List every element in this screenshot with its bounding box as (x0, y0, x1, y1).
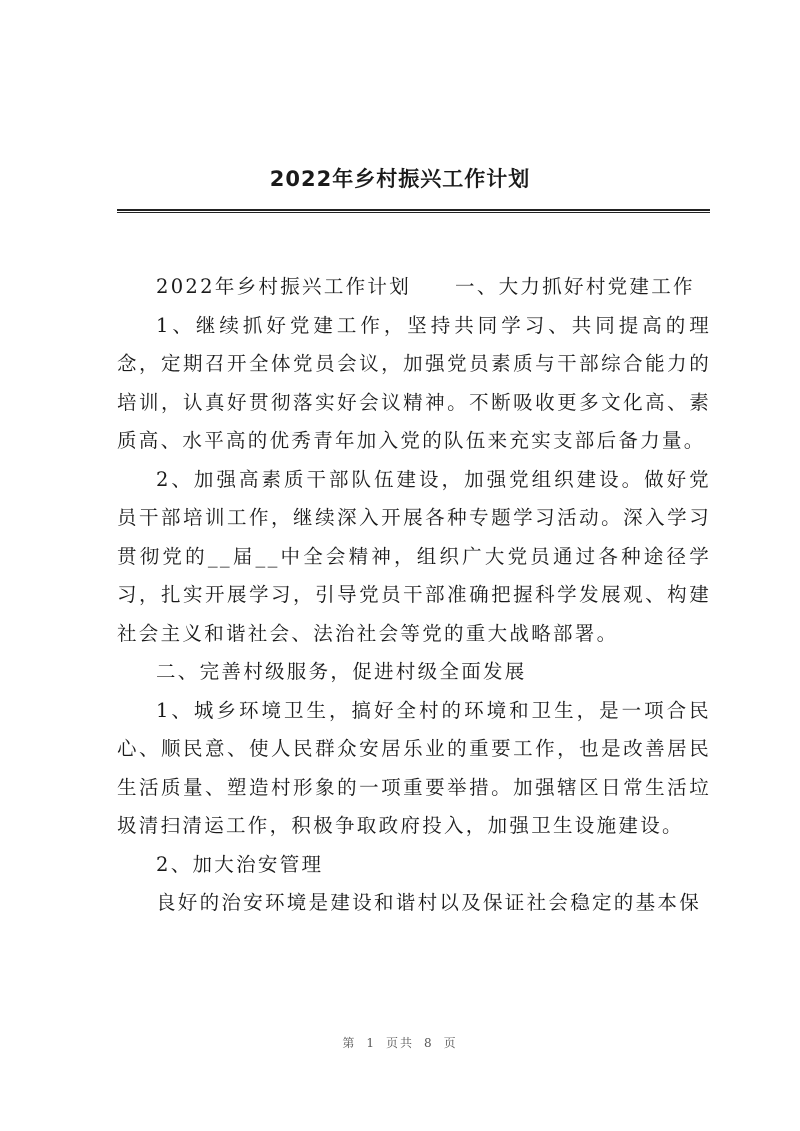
title-divider (117, 209, 710, 213)
paragraph: 良好的治安环境是建设和谐村以及保证社会稳定的基本保 (156, 891, 702, 914)
document-body (117, 268, 711, 923)
paragraph: 2、加强高素质干部队伍建设，加强党组织建设。做好党员干部培训工作，继续深入开展各种专题学习活动。深入学习贯彻党的__届__中全会精神，组织广大党员通过各种途径学习，扎实开展学习，引导党员干部准确把握科学发展观、构建社会主义和谐社会、法治社会等党的重大战略部署。 (117, 467, 711, 645)
footer-prefix: 第 (342, 1036, 357, 1050)
intro-heading: 2022年乡村振兴工作计划 (156, 275, 412, 298)
subheading: 2、加大治安管理 (156, 852, 324, 876)
footer-mid: 页共 (385, 1036, 414, 1050)
section-heading-1: 一、大力抓好村党建工作 (455, 275, 695, 298)
paragraph: 1、城乡环境卫生，搞好全村的环境和卫生，是一项合民心、顺民意、使人民群众安居乐业的重要工作，也是改善居民生活质量、塑造村形象的一项重要举措。加强辖区日常生活垃圾清扫清运工作，积极争取政府投入，加强卫生设施建设。 (117, 698, 711, 837)
first-paragraph (117, 268, 711, 307)
paragraph: 1、继续抓好党建工作，坚持共同学习、共同提高的理念，定期召开全体党员会议，加强党员素质与干部综合能力的培训，认真好贯彻落实好会议精神。不断吸收更多文化高、素质高、水平高的优秀青年加入党的队伍来充实支部后备力量。 (117, 313, 711, 452)
footer-total-pages: 8 (424, 1036, 434, 1050)
footer-page-number: 1 (366, 1036, 376, 1050)
section-heading-2: 二、完善村级服务，促进村级全面发展 (156, 660, 527, 683)
document-title: 2022年乡村振兴工作计划 (269, 167, 531, 191)
footer-suffix: 页 (443, 1036, 458, 1050)
page-footer (0, 1034, 800, 1051)
